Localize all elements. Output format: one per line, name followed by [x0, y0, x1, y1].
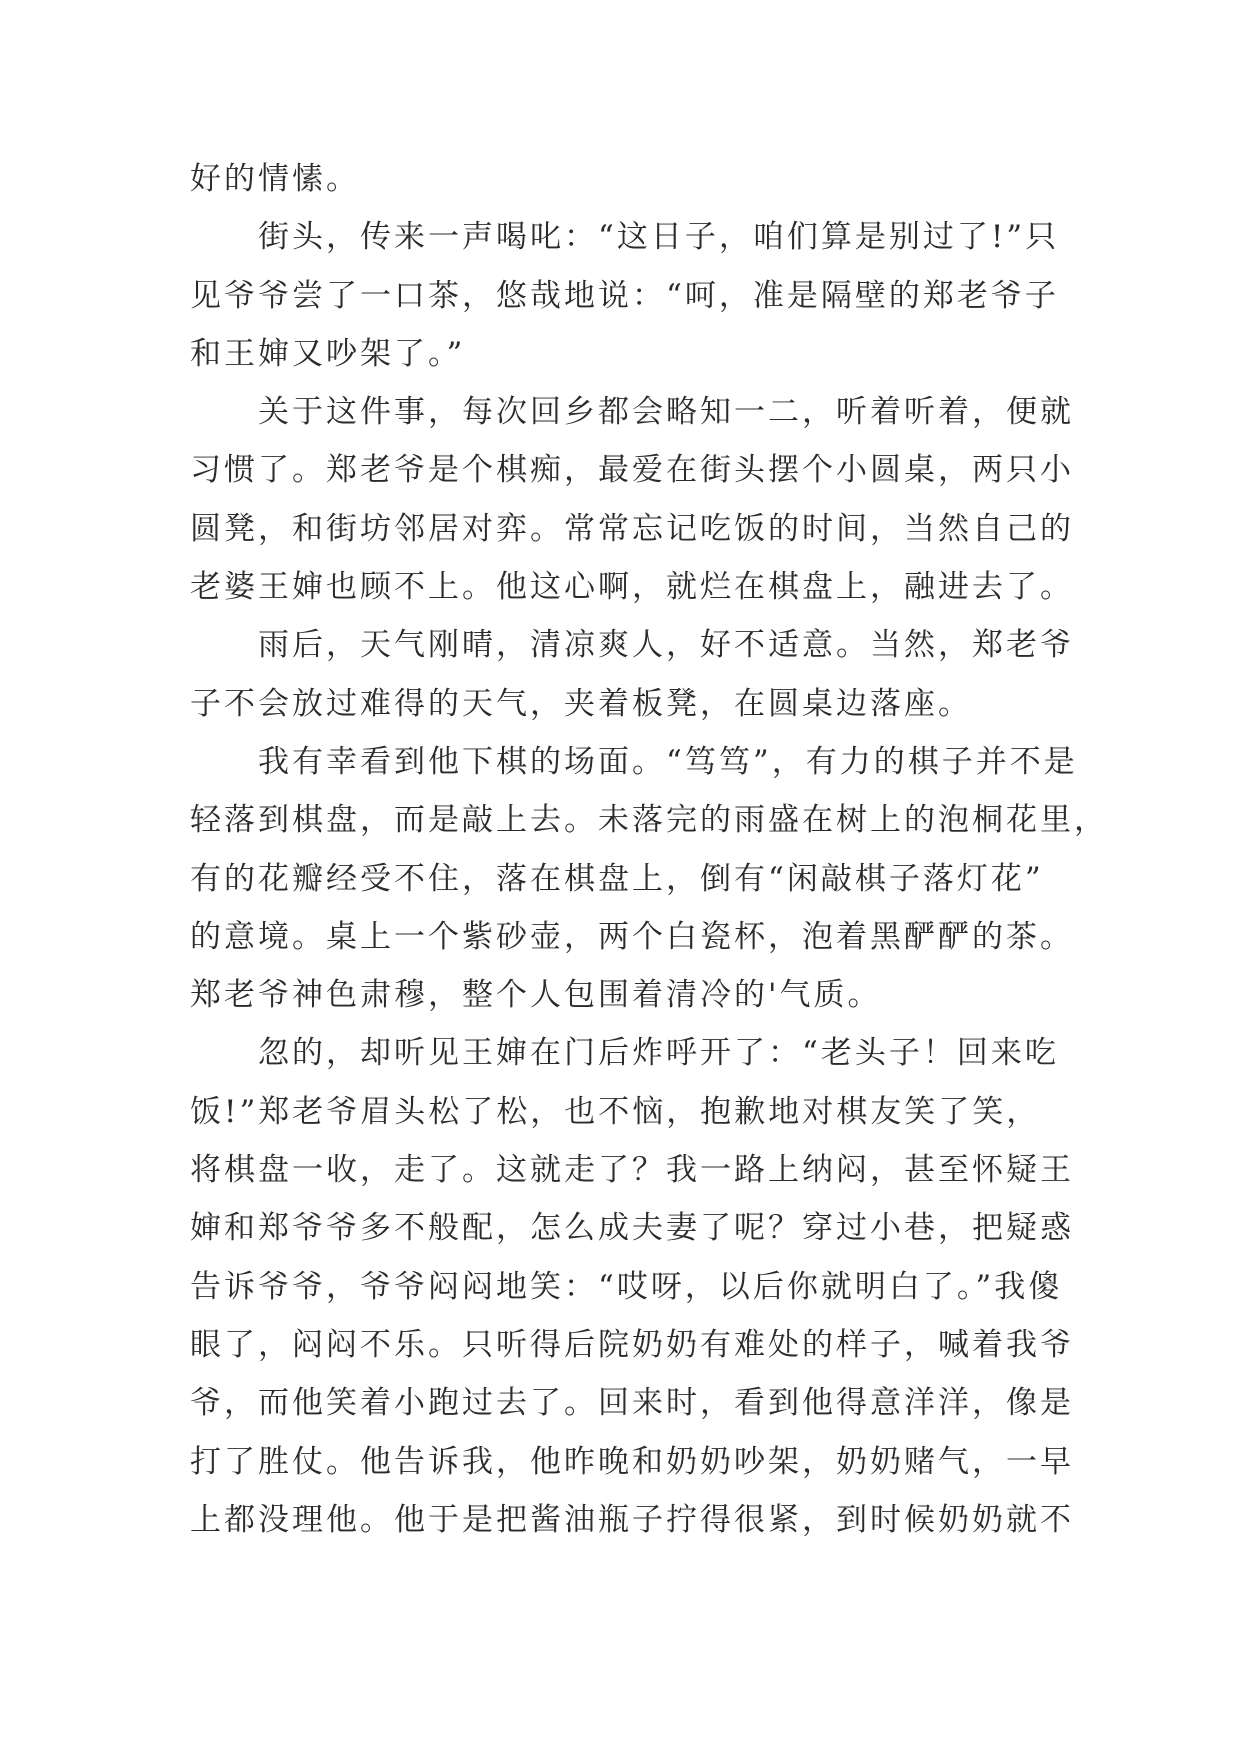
text-line: 将棋盘一收，走了。这就走了？我一路上纳闷，甚至怀疑王: [190, 1152, 1074, 1189]
text-line: 忽的，却听见王婶在门后炸呼开了：“老头子！回来吃: [258, 1035, 1059, 1072]
text-line: 告诉爷爷，爷爷闷闷地笑：“哎呀，以后你就明白了。”我傻: [190, 1268, 1063, 1305]
text-line: 见爷爷尝了一口茶，悠哉地说：“呵，准是隔壁的郑老爷子: [190, 277, 1059, 314]
text-line: 习惯了。郑老爷是个棋痴，最爱在街头摆个小圆桌，两只小: [190, 452, 1074, 489]
text-line: 老婆王婶也顾不上。他这心啊，就烂在棋盘上，融进去了。: [190, 569, 1074, 606]
text-line: 关于这件事，每次回乡都会略知一二，听着听着，便就: [258, 394, 1074, 431]
body-text: [190, 150, 1108, 1549]
text-line: 郑老爷神色肃穆，整个人包围着清冷的'气质。: [190, 977, 882, 1014]
text-line: 打了胜仗。他告诉我，他昨晚和奶奶吵架，奶奶赌气，一早: [190, 1443, 1074, 1480]
text-line: 轻落到棋盘，而是敲上去。未落完的雨盛在树上的泡桐花里，: [190, 802, 1108, 839]
text-line: 有的花瓣经受不住，落在棋盘上，倒有“闲敲棋子落灯花”: [190, 860, 1044, 897]
text-line: 和王婶又吵架了。”: [190, 335, 466, 372]
text-line: 好的情愫。: [190, 161, 360, 197]
text-line: 子不会放过难得的天气，夹着板凳，在圆桌边落座。: [190, 685, 972, 722]
text-line: 婶和郑爷爷多不般配，怎么成夫妻了呢？穿过小巷，把疑惑: [190, 1210, 1074, 1247]
text-line: 街头，传来一声喝叱：“这日子，咱们算是别过了!”只: [258, 219, 1060, 256]
text-line: 饭!”郑老爷眉头松了松，也不恼，抱歉地对棋友笑了笑，: [190, 1093, 1041, 1130]
text-line: 雨后，天气刚晴，清凉爽人，好不适意。当然，郑老爷: [258, 627, 1074, 664]
text-line: 上都没理他。他于是把酱油瓶子拧得很紧，到时候奶奶就不: [190, 1501, 1074, 1538]
text-line: 圆凳，和街坊邻居对弈。常常忘记吃饭的时间，当然自己的: [190, 510, 1074, 547]
text-line: 爷，而他笑着小跑过去了。回来时，看到他得意洋洋，像是: [190, 1385, 1074, 1422]
text-line: 的意境。桌上一个紫砂壶，两个白瓷杯，泡着黑酽酽的茶。: [190, 918, 1074, 955]
text-line: 眼了，闷闷不乐。只听得后院奶奶有难处的样子，喊着我爷: [190, 1326, 1074, 1363]
text-line: 我有幸看到他下棋的场面。“笃笃”，有力的棋子并不是: [258, 743, 1078, 780]
